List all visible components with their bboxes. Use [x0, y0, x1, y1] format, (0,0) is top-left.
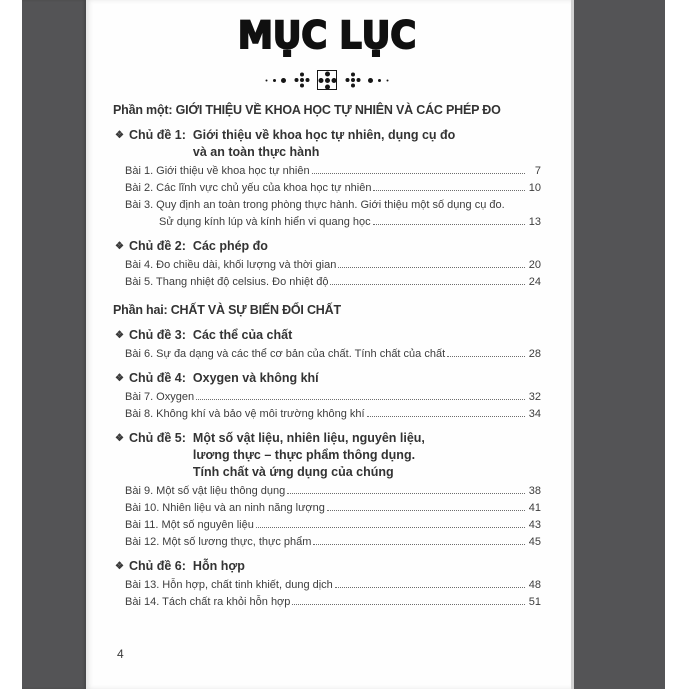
topic-title-line: Hỗn hợp	[192, 559, 245, 573]
topic-label: Chủ đề 6:	[128, 559, 186, 573]
dot-leader	[367, 416, 525, 417]
toc-entry	[113, 163, 541, 180]
ornament-divider	[113, 69, 541, 91]
dot-leader	[287, 493, 525, 494]
entry-page-number: 48	[528, 579, 541, 591]
toc-entry	[113, 214, 541, 231]
dot-leader	[373, 190, 525, 191]
folio-page-number: 4	[117, 647, 124, 661]
quincunx-cross-icon	[293, 72, 310, 89]
topic-bullet-icon: ❖	[115, 561, 124, 572]
entry-text: Bài 14. Tách chất ra khỏi hỗn hợp	[125, 596, 291, 608]
entry-page-number: 28	[528, 348, 541, 360]
entry-group	[113, 346, 541, 363]
entry-group	[113, 577, 541, 611]
toc-entry	[113, 180, 541, 197]
entry-page-number: 34	[528, 408, 541, 420]
topic-bullet-icon: ❖	[115, 130, 124, 141]
topic-title	[193, 327, 541, 344]
entry-group	[113, 163, 541, 231]
entry-page-number: 7	[534, 165, 541, 177]
topic-heading	[113, 238, 541, 255]
background-bar-left	[22, 0, 86, 689]
topic-label: Chủ đề 5:	[128, 431, 186, 445]
entry-text: Bài 7. Oxygen	[125, 391, 195, 403]
entry-text: Bài 4. Đo chiều dài, khối lượng và thời gian	[125, 259, 337, 271]
topic-bullet-icon: ❖	[115, 433, 124, 444]
topic-heading	[113, 327, 541, 344]
entry-page-number: 32	[528, 391, 541, 403]
topic-title	[193, 370, 541, 387]
toc-entry	[113, 274, 541, 291]
entry-text: Bài 13. Hỗn hợp, chất tinh khiết, dung dịch	[125, 579, 333, 591]
topic-heading	[113, 430, 541, 481]
topic-title	[193, 430, 541, 481]
entry-page-number: 10	[528, 182, 541, 194]
dot-leader	[312, 173, 525, 174]
entry-text: Bài 8. Không khí và bảo vệ môi trường không khí	[125, 408, 365, 420]
entry-group	[113, 257, 541, 291]
toc-entry	[113, 517, 541, 534]
toc-entry	[113, 257, 541, 274]
part-heading: Phần hai: CHẤT VÀ SỰ BIẾN ĐỔI CHẤT	[113, 303, 341, 317]
entry-page-number: 20	[528, 259, 541, 271]
entry-text: Bài 5. Thang nhiệt độ celsius. Đo nhiệt độ	[125, 276, 329, 288]
entry-page-number: 41	[528, 502, 541, 514]
topic-title-line: Các phép đo	[192, 239, 268, 253]
entry-text: Bài 12. Một số lương thực, thực phẩm	[125, 536, 312, 548]
dot-leader	[313, 544, 525, 545]
dot-leader	[335, 587, 525, 588]
dot-leader	[447, 356, 525, 357]
dot-leader	[327, 510, 525, 511]
topic-heading	[113, 558, 541, 575]
topic-title-line: Tính chất và ứng dụng của chúng	[192, 465, 394, 479]
toc-entry	[113, 500, 541, 517]
entry-page-number: 51	[528, 596, 541, 608]
entry-text-line: Bài 3. Quy định an toàn trong phòng thực hành. Giới thiệu một số dụng cụ đo.	[125, 199, 505, 211]
dot-leader	[196, 399, 525, 400]
entry-text: Sử dụng kính lúp và kính hiển vi quang học	[159, 216, 371, 228]
toc-entry	[113, 346, 541, 363]
topic-label: Chủ đề 3:	[128, 328, 186, 342]
topic-title-line: lương thực – thực phẩm thông dụng.	[192, 448, 416, 462]
entry-text: Bài 2. Các lĩnh vực chủ yếu của khoa học tự nhiên	[125, 182, 372, 194]
quincunx-cross-icon	[344, 72, 361, 89]
toc-entry	[113, 389, 541, 406]
page-title: MỤC LỤC	[237, 14, 417, 57]
topic-heading	[113, 370, 541, 387]
toc-entry	[113, 534, 541, 551]
topic-heading	[113, 127, 541, 161]
toc-entry	[113, 406, 541, 423]
topic-title-line: Các thể của chất	[192, 328, 293, 342]
background-bar-right	[571, 0, 665, 689]
entry-page-number: 24	[528, 276, 541, 288]
dot-leader	[330, 284, 525, 285]
topic-label: Chủ đề 2:	[128, 239, 186, 253]
entry-text: Bài 11. Một số nguyên liệu	[125, 519, 254, 531]
topic-title	[193, 238, 541, 255]
topic-title	[193, 127, 541, 161]
ornament-dots-icon	[281, 78, 286, 83]
dot-leader	[256, 527, 525, 528]
entry-text: Bài 10. Nhiên liệu và an ninh năng lượng	[125, 502, 325, 514]
entry-page-number: 13	[528, 216, 541, 228]
toc-page	[86, 0, 571, 689]
topic-title-line: Một số vật liệu, nhiên liệu, nguyên liệu,	[192, 431, 425, 445]
table-of-contents	[113, 101, 541, 611]
topic-title-line: và an toàn thực hành	[192, 145, 320, 159]
toc-entry	[113, 577, 541, 594]
ornament-dots-icon	[368, 78, 373, 83]
topic-bullet-icon: ❖	[115, 373, 124, 384]
topic-title-line: Oxygen và không khí	[192, 371, 319, 385]
dot-leader	[373, 224, 525, 225]
entry-text: Bài 6. Sự đa dạng và các thể cơ bản của chất. Tính chất của chất	[125, 348, 446, 360]
topic-bullet-icon: ❖	[115, 241, 124, 252]
topic-bullet-icon: ❖	[115, 330, 124, 341]
entry-group	[113, 483, 541, 551]
dot-leader	[338, 267, 525, 268]
topic-label: Chủ đề 4:	[128, 371, 186, 385]
topic-label: Chủ đề 1:	[128, 128, 186, 142]
topic-title-line: Giới thiệu về khoa học tự nhiên, dụng cụ đo	[192, 128, 456, 142]
entry-page-number: 38	[528, 485, 541, 497]
quincunx-cross-boxed-icon	[317, 70, 337, 90]
entry-page-number: 45	[528, 536, 541, 548]
entry-text: Bài 1. Giới thiệu về khoa học tự nhiên	[125, 165, 310, 177]
topic-title	[193, 558, 541, 575]
toc-entry	[113, 594, 541, 611]
entry-group	[113, 389, 541, 423]
dot-leader	[292, 604, 525, 605]
toc-entry	[113, 483, 541, 500]
entry-text: Bài 9. Một số vật liệu thông dụng	[125, 485, 286, 497]
entry-page-number: 43	[528, 519, 541, 531]
part-heading: Phần một: GIỚI THIỆU VỀ KHOA HỌC TỰ NHIÊN VÀ CÁC PHÉP ĐO	[113, 103, 501, 117]
